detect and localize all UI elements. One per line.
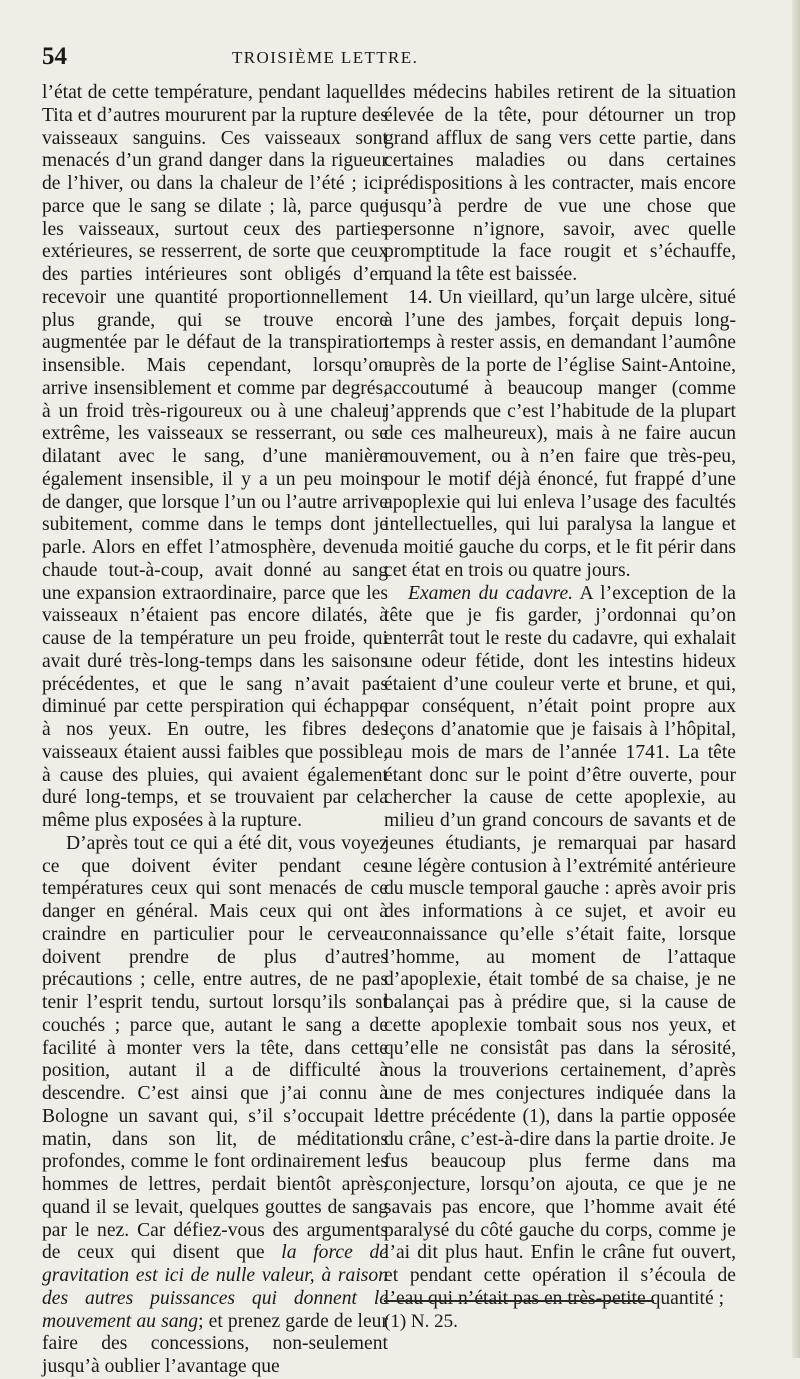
paragraph-text-end: ; et prenez garde de leur faire des concessions, non-seulement jusqu’à oublier l’avantage que bbox=[42, 1310, 388, 1377]
italic-quote: la force de gravitation est ici de nulle valeur, à raison des autres puissances qui donnent le mouvement au sang bbox=[42, 1242, 388, 1332]
footnote: (1) N. 25. bbox=[384, 1311, 458, 1332]
paragraph bbox=[42, 833, 388, 1379]
left-column bbox=[42, 82, 388, 1379]
running-head: TROISIÈME LETTRE. bbox=[232, 48, 419, 67]
right-column bbox=[384, 82, 736, 1311]
page-number: 54 bbox=[42, 43, 67, 70]
paragraph: les médecins habiles retirent de la situation élevée de la tête, pour détourner un trop grand afflux de sang vers cette partie, dans certaines maladies ou dans certaines prédispositions à les contracter, mais encore jusqu’à perdre de vue une chose que personne n’ignore, savoir, avec quelle promptitude la face rougit et s’échauffe, quand la tête est baissée. bbox=[384, 82, 736, 285]
paragraph-text: D’après tout ce qui a été dit, vous voyez ce que doivent éviter pendant ces températures ceux qui sont menacés de ce danger en général. Mais ceux qui ont à craindre en particulier pour le cerveau doivent prendre de plus d’autres précautions ; celle, entre autres, de ne pas tenir l’esprit tendu, surtout lorsqu’ils sont couchés ; parce que, autant le sang a de facilité à monter vers la tête, dans cette position, autant il a de difficulté à descendre. C’est ainsi que j’ai connu à Bologne un savant qui, s’il s’occupait le matin, dans son lit, de méditations profondes, comme le font ordinairement les hommes de lettres, perdait bientôt après, quand il se levait, quelques gouttes de sang par le nez. Car défiez-vous des arguments de ceux qui disent que bbox=[42, 832, 388, 1264]
page-edge-shadow bbox=[792, 0, 800, 1358]
page-header bbox=[42, 42, 742, 72]
footnote-rule bbox=[384, 1300, 654, 1302]
paragraph-text: A l’exception de la tête que je fis garder, j’ordonnai qu’on enterrât tout le reste du cadavre, qui exhalait une odeur fétide, dont les intestins hideux étaient d’une couleur verte et brune, et qui, par conséquent, n’était point propre aux leçons d’anatomie que je faisais à l’hôpital, au mois de mars de l’année 1741. La tête étant donc sur le point d’être ouverte, pour chercher la cause de cette apoplexie, au milieu d’un grand concours de savants et de jeunes étudiants, je remarquai par hasard une légère contusion à l’extrémité antérieure du muscle temporal gauche : après avoir pris des informations à ce sujet, et avoir eu connaissance qu’elle s’était faite, lorsque l’homme, au moment de l’attaque d’apoplexie, était tombé de sa chaise, je ne balançai pas à prédire que, si la cause de cette apoplexie tombait sous nos yeux, et qu’elle ne consistât pas dans la sérosité, nous la trouverions certainement, d’après une de mes conjectures indiquée dans la lettre précédente (1), dans la partie opposée du crâne, c’est-à-dire dans la partie droite. Je fus beaucoup plus ferme dans ma conjecture, lorsqu’on ajouta, ce que je ne savais pas encore, que l’homme avait été paralysé du côté gauche du corps, comme je l’ai dit plus haut. Enfin le crâne fut ouvert, et pendant cette opération il s’écoula de l’eau qui n’était pas en très-petite quantité ; bbox=[384, 582, 736, 1309]
paragraph bbox=[384, 583, 736, 1311]
paragraph: l’état de cette température, pendant laquelle Tita et d’autres moururent par la rupture des vaisseaux sanguins. Ces vaisseaux sont menacés d’un grand danger dans la rigueur de l’hiver, ou dans la chaleur de l’été ; ici, parce que le sang se dilate ; là, parce que les vaisseaux, surtout ceux des parties extérieures, se resserrent, de sorte que ceux des parties intérieures sont obligés d’en recevoir une quantité proportionnellement plus grande, qui se trouve encore augmentée par le défaut de la transpiration insensible. Mais cependant, lorsqu’on arrive insensiblement et comme par degrés, à un froid très-rigoureux ou à une chaleur extrême, les vaisseaux se resserrant, ou se dilatant avec le sang, d’une manière également insensible, il y a un peu moins de danger, que lorsque l’un ou l’autre arrive subitement, comme dans le temps dont je parle. Alors en effet l’atmosphère, devenue chaude tout-à-coup, avait donné au sang une expansion extraordinaire, parce que les vaisseaux n’étaient pas encore dilatés, à cause de la température un peu froide, qui avait duré très-long-temps dans les saisons précédentes, et que le sang n’avait pas diminué par cette perspiration qui échappe à nos yeux. En outre, les fibres des vaisseaux étaient aussi faibles que possible, à cause des pluies, qui avaient également duré long-temps, et se trouvaient par cela même plus exposées à la rupture. bbox=[42, 82, 388, 831]
section-heading-italic: Examen du cadavre. bbox=[408, 582, 574, 604]
paragraph: 14. Un vieillard, qu’un large ulcère, situé à l’une des jambes, forçait depuis long-temps à rester assis, en demandant l’aumône auprès de la porte de l’église Saint-Antoine, accoutumé à beaucoup manger (comme j’apprends que c’est l’habitude de la plupart de ces malheureux), mais à ne faire aucun mouvement, ou à n’en faire que très-peu, pour le motif déjà énoncé, fut frappé d’une apoplexie qui lui enleva l’usage des facultés intellectuelles, qui lui paralysa la langue et la moitié gauche du corps, et le fit périr dans cet état en trois ou quatre jours. bbox=[384, 286, 736, 581]
